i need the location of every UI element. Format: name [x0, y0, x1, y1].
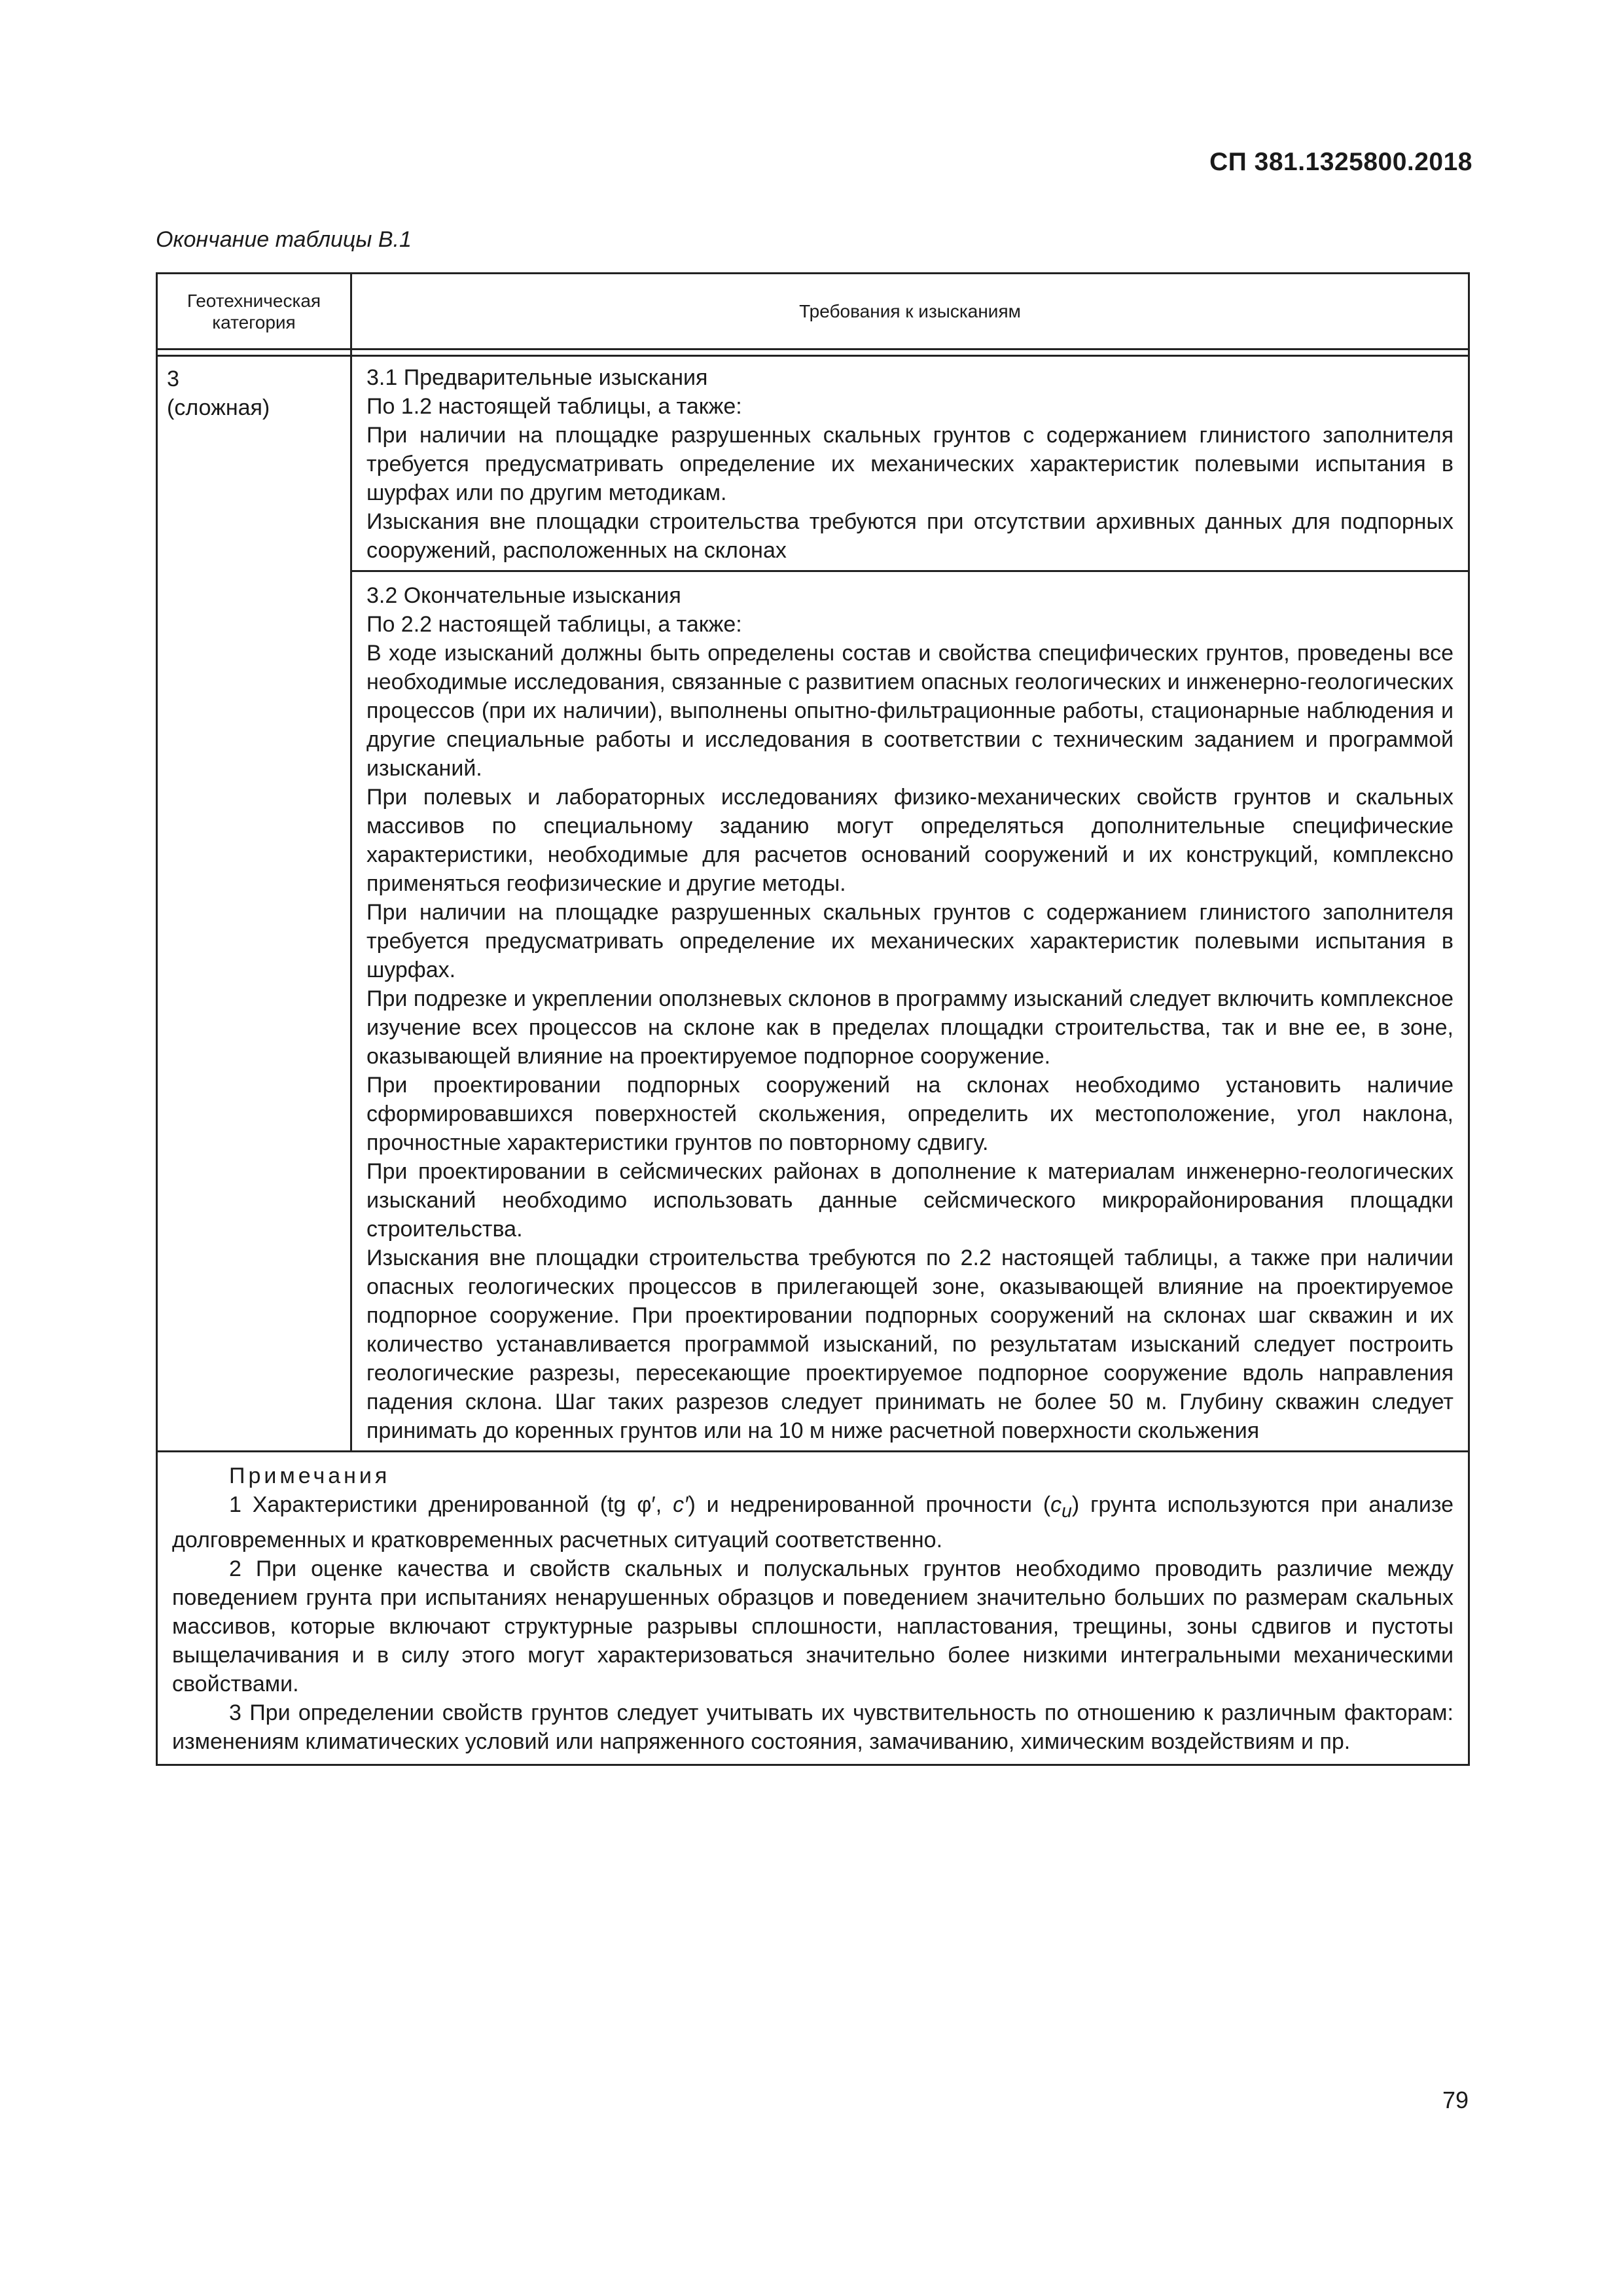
paragraph: При полевых и лабораторных исследованиях физико-механических свойств грунтов и скальных массивов по специальному заданию могут определяться дополнительные специфические характеристики, необходимые для расчетов оснований сооружений и их конструкций, комплексно применяться геофизические и другие методы. [366, 785, 1454, 896]
paragraph: При проектировании в сейсмических районах в дополнение к материалам инженерно-геологических изысканий необходимо использовать данные сейсмического микрорайонирования площадки строительства. [366, 1159, 1454, 1242]
column-header-category: Геотехническая категория [158, 274, 352, 348]
section-heading: 3.2 Окончательные изыскания [366, 583, 681, 608]
notes-title: Примечания [229, 1463, 391, 1488]
paragraph: По 2.2 настоящей таблицы, а также: [366, 612, 742, 637]
note-3: 3 При определении свойств грунтов следует учитывать их чувствительность по отношению к различным факторам: изменениям климатических условий или напряженного состояния, замачиванию, химическим воздействиям и пр. [172, 1700, 1454, 1754]
table-notes [158, 1450, 1468, 1764]
document-code: СП 381.1325800.2018 [1209, 148, 1472, 176]
requirements-table [156, 272, 1470, 1766]
paragraph: При проектировании подпорных сооружений на склонах необходимо установить наличие сформировавшихся поверхностей скольжения, определить их местоположение, угол наклона, прочностные характеристики грунтов по повторному сдвигу. [366, 1073, 1454, 1155]
paragraph: Изыскания вне площадки строительства требуются по 2.2 настоящей таблицы, а также при наличии опасных геологических процессов в прилегающей зоне, оказывающей влияние на проектируемое подпорное сооружение. При проектировании подпорных сооружений на склонах шаг скважин и их количество устанавливается программой изысканий, по результатам изысканий следует построить геологические разрезы, пересекающие проектируемое подпорное сооружение вдоль направления падения склона. Шаг таких разрезов следует принимать не более 50 м. Глубину скважин следует принимать до коренных грунтов или на 10 м ниже расчетной поверхности скольжения [366, 1246, 1454, 1443]
page-number: 79 [1442, 2087, 1469, 2113]
requirements-cell [352, 357, 1468, 1450]
paragraph: При наличии на площадке разрушенных скальных грунтов с содержанием глинистого заполнителя требуется предусматривать определение их механических характеристик полевыми испытания в шурфах или по другим методикам. [366, 423, 1454, 505]
section-3-1 [352, 357, 1468, 572]
section-3-2 [352, 572, 1468, 1450]
paragraph: При наличии на площадке разрушенных скальных грунтов с содержанием глинистого заполнителя требуется предусматривать определение их механических характеристик полевыми испытания в шурфах. [366, 900, 1454, 982]
category-number: 3 [167, 367, 179, 391]
table-caption: Окончание таблицы В.1 [156, 227, 412, 252]
category-cell [158, 357, 352, 1450]
section-heading: 3.1 Предварительные изыскания [366, 365, 708, 390]
paragraph: При подрезке и укреплении оползневых склонов в программу изысканий следует включить комплексное изучение всех процессов на склоне как в пределах площадки строительства, так и вне ее, в зоне, оказывающей влияние на проектируемое подпорное сооружение. [366, 986, 1454, 1069]
note-2: 2 При оценке качества и свойств скальных и полускальных грунтов необходимо проводить различие между поведением грунта при испытаниях ненарушенных образцов и поведением значительно больших по размерам скальных массивов, которые включают структурные разрывы сплошности, напластования, трещины, зоны сдвигов и пустоты выщелачивания и в силу этого могут характеризоваться значительно более низкими интегральными механическими свойствами. [172, 1556, 1454, 1696]
note-1: 1 Характеристики дренированной (tg φ′, c′) и недренированной прочности $(c_u)$ грунта используются при анализе долговременных и кратковременных расчетных ситуаций соответственно. [172, 1492, 1454, 1552]
category-name: (сложная) [167, 395, 270, 420]
column-header-requirements: Требования к изысканиям [799, 301, 1021, 321]
paragraph: В ходе изысканий должны быть определены состав и свойства специфических грунтов, проведены все необходимые исследования, связанные с развитием опасных геологических и инженерно-геологических процессов (при их наличии), выполнены опытно-фильтрационные работы, стационарные наблюдения и другие специальные работы и исследования в соответствии с техническим заданием и программой изысканий. [366, 641, 1454, 781]
paragraph: По 1.2 настоящей таблицы, а также: [366, 394, 742, 419]
table-row [158, 357, 1468, 1450]
table-header-row [158, 274, 1468, 350]
paragraph: Изыскания вне площадки строительства требуются при отсутствии архивных данных для подпорных сооружений, расположенных на склонах [366, 509, 1454, 563]
header-separator [158, 350, 1468, 357]
